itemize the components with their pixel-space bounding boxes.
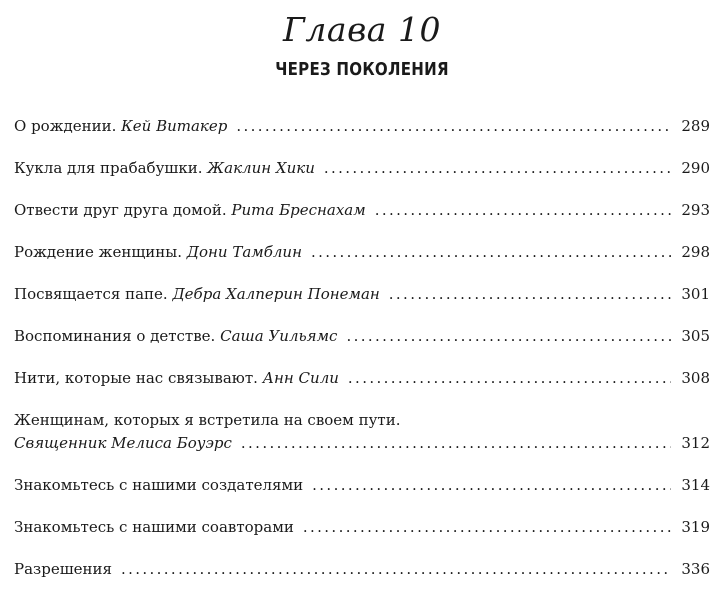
toc-line xyxy=(14,115,710,138)
dot-leader xyxy=(241,432,671,455)
toc-entry[interactable] xyxy=(14,558,710,581)
chapter-header xyxy=(0,8,724,82)
toc-line xyxy=(14,157,710,180)
toc-line xyxy=(14,199,710,222)
toc-entry-title: О рождении. xyxy=(14,117,117,135)
toc-entry-page: 293 xyxy=(681,201,710,219)
toc-entry[interactable] xyxy=(14,516,710,539)
toc-entry-title: Знакомьтесь с нашими создателями xyxy=(14,476,304,494)
dot-leader xyxy=(303,516,671,539)
toc-entry-page: 308 xyxy=(681,369,710,387)
toc-entry-title: Нити, которые нас связывают. xyxy=(14,369,258,387)
dot-leader xyxy=(312,474,671,497)
toc-entry-author: Дони Тамблин xyxy=(186,243,302,261)
toc-entry[interactable] xyxy=(14,474,710,497)
dot-leader xyxy=(236,115,671,138)
toc-entry-title: Посвящается папе. xyxy=(14,285,168,303)
toc-entry[interactable] xyxy=(14,325,710,348)
toc-entry[interactable] xyxy=(14,283,710,306)
toc-entry-page: 314 xyxy=(681,476,710,494)
toc-entry-title: Знакомьтесь с нашими соавторами xyxy=(14,518,294,536)
toc-entry-author: Рита Бреснахам xyxy=(231,201,366,219)
chapter-title: Глава 10 xyxy=(283,10,441,49)
toc-entry-title: Женщинам, которых я встретила на своем пути. xyxy=(14,411,401,429)
toc-entry-author: Жаклин Хики xyxy=(207,159,315,177)
toc-line xyxy=(14,516,710,539)
toc-entry-title: Рождение женщины. xyxy=(14,243,182,261)
toc-entry-page: 289 xyxy=(681,117,710,135)
toc-entry[interactable] xyxy=(14,199,710,222)
toc-entry[interactable] xyxy=(14,409,710,455)
toc-entry-title: Отвести друг друга домой. xyxy=(14,201,227,219)
toc-entry-title: Кукла для прабабушки. xyxy=(14,159,203,177)
toc-entry[interactable] xyxy=(14,157,710,180)
toc-line xyxy=(14,474,710,497)
toc-line xyxy=(14,432,710,455)
toc-entry-page: 305 xyxy=(681,327,710,345)
toc-entry-title: Разрешения xyxy=(14,560,112,578)
toc-entry-author: Анн Сили xyxy=(262,369,339,387)
dot-leader xyxy=(324,157,671,180)
table-of-contents xyxy=(14,115,710,581)
toc-entry-author: Священник Мелиса Боуэрс xyxy=(14,434,232,452)
toc-entry-title: Воспоминания о детстве. xyxy=(14,327,216,345)
toc-entry-page: 301 xyxy=(681,285,710,303)
toc-entry-author: Саша Уильямс xyxy=(220,327,338,345)
dot-leader xyxy=(389,283,672,306)
dot-leader xyxy=(311,241,671,264)
dot-leader xyxy=(121,558,671,581)
dot-leader xyxy=(346,325,671,348)
dot-leader xyxy=(348,367,671,390)
dot-leader xyxy=(375,199,672,222)
toc-line xyxy=(14,325,710,348)
toc-entry[interactable] xyxy=(14,115,710,138)
chapter-subtitle: ЧЕРЕЗ ПОКОЛЕНИЯ xyxy=(275,60,449,80)
toc-line xyxy=(14,367,710,390)
toc-entry-author: Дебра Халперин Понеман xyxy=(172,285,380,303)
toc-line xyxy=(14,241,710,264)
toc-entry-page: 336 xyxy=(681,560,710,578)
toc-entry-author: Кей Витакер xyxy=(121,117,228,135)
toc-entry-page: 290 xyxy=(681,159,710,177)
toc-entry-page: 319 xyxy=(681,518,710,536)
toc-entry[interactable] xyxy=(14,367,710,390)
toc-line xyxy=(14,283,710,306)
toc-entry-page: 298 xyxy=(681,243,710,261)
toc-entry[interactable] xyxy=(14,241,710,264)
toc-entry-page: 312 xyxy=(681,434,710,452)
toc-line xyxy=(14,558,710,581)
